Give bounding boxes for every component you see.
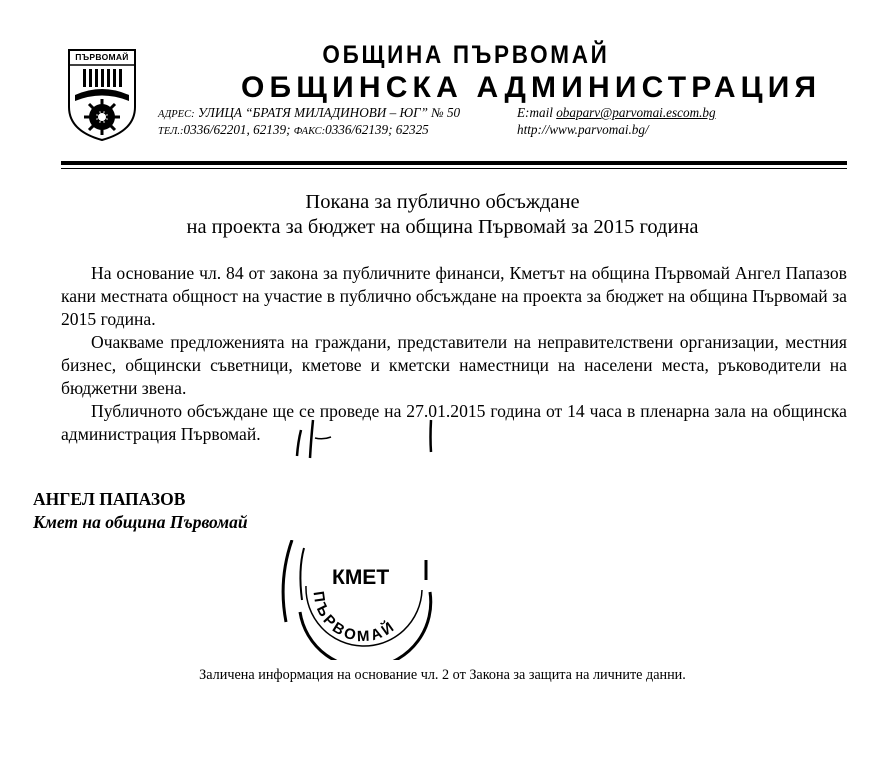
municipality-name: ОБЩИНА ПЪРВОМАЙ: [322, 41, 610, 69]
fax-label: ФАКС:: [293, 126, 326, 137]
handwritten-signature: [285, 410, 445, 460]
phone-value: 0336/62201, 62139;: [183, 122, 291, 137]
signatory-title: Кмет на община Първомай: [33, 512, 248, 532]
address-value: УЛИЦА “БРАТЯ МИЛАДИНОВИ – ЮГ” № 50: [197, 105, 461, 120]
body-paragraph-2: Очакваме предложенията на граждани, представители на неправителствени организации, местния бизнес, общински съветници, кметове и кметски наместници на населени места, ръководители на бюджетни звена.: [61, 332, 847, 398]
stamp-place: ПЪРВОМАЙ: [309, 590, 400, 646]
municipality-crest: [67, 47, 137, 142]
fax-value: 0336/62139; 62325: [325, 122, 429, 137]
document-title-line1: Покана за публично обсъждане: [305, 191, 580, 213]
email-label: E:mail: [517, 105, 553, 120]
privacy-notice: Заличена информация на основание чл. 2 от Закона за защита на личните данни.: [199, 667, 686, 683]
document-title-line2: на проекта за бюджет на община Първомай за 2015 година: [186, 216, 699, 238]
phone-label: ТЕЛ.:: [158, 126, 184, 137]
document-body: [61, 262, 847, 446]
signatory-name: АНГЕЛ ПАПАЗОВ: [33, 489, 186, 509]
header-divider-thin: [61, 168, 847, 169]
official-stamp: [272, 540, 442, 660]
website-link[interactable]: http://www.parvomai.bg/: [517, 122, 649, 137]
crest-label: ПЪРВОМАЙ: [75, 52, 129, 62]
administration-name: ОБЩИНСКА АДМИНИСТРАЦИЯ: [241, 71, 822, 104]
body-paragraph-1: На основание чл. 84 от закона за публичните финанси, Кметът на община Първомай Ангел Папазов кани местната общност на участие в публично обсъждане на проекта за бюджет на община Първомай за 2015 година.: [61, 263, 847, 329]
svg-text:ПЪРВОМАЙ: [310, 590, 400, 645]
website-line: [517, 121, 649, 138]
header-divider-thick: [61, 161, 847, 165]
body-paragraph-3: Публичното обсъждане ще се проведе на 27.01.2015 година от 14 часа в пленарна зала на общинска администрация Първомай.: [61, 401, 847, 444]
address-label: АДРЕС:: [158, 109, 195, 120]
stamp-title: КМЕТ: [332, 566, 390, 589]
email-link[interactable]: obaparv@parvomai.escom.bg: [556, 105, 716, 120]
phone-line: [158, 121, 429, 140]
email-line: [517, 104, 716, 121]
